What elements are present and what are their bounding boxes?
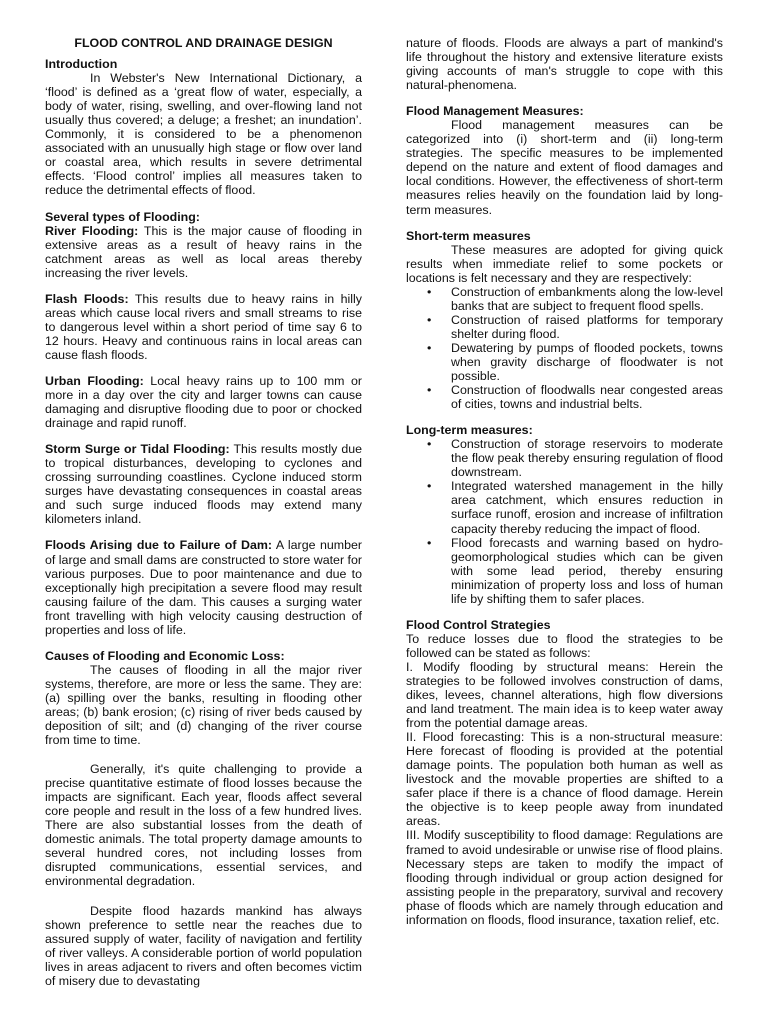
storm-surge-label: Storm Surge or Tidal Flooding: [45, 442, 230, 457]
list-item: • Integrated watershed management in the hilly area catchment, which ensures reduction in surface runoff, erosion and increase of infiltration capacity thereby reducing the impact of flood. [406, 479, 723, 535]
river-flooding-text: This is the major cause of flooding in extensive areas as a result of heavy rains in the catchment areas as well as local areas thereby increasing the river levels. [45, 223, 362, 280]
dam-failure-text: A large number of large and small dams are constructed to store water for various purposes. Due to poor maintenance and due to exceptionally high precipitation a severe flood may result causing failure of the dam. This causes a surging water front travelling with high velocity causing destruction of properties and loss of life. [45, 538, 363, 637]
short-term-list [406, 285, 723, 411]
strategy-two: II. Flood forecasting: This is a non-structural measure: Here forecast of flooding is provided at the potential damage points. The population both human as well as livestock and the movable properties are shifted to a safer place if there is a chance of flood damage. Herein the objective is to keep people away from inundated areas. [406, 730, 723, 829]
introduction-heading: Introduction [45, 57, 118, 72]
left-column [45, 34, 362, 988]
list-item: • Construction of storage reservoirs to moderate the flow peak thereby ensuring regulation of flood downstream. [406, 437, 723, 479]
urban-flooding-label: Urban Flooding: [45, 373, 144, 388]
flash-floods-label: Flash Floods: [45, 291, 129, 306]
list-item: • Construction of embankments along the low-level banks that are subject to frequent flood spells. [406, 285, 723, 313]
short-term-intro: These measures are adopted for giving quick results when immediate relief to some pockets or locations is felt necessary and they are respectively: [406, 242, 723, 285]
dam-failure-label: Floods Arising due to Failure of Dam: [45, 538, 272, 553]
river-flooding-label: River Flooding: [45, 223, 139, 238]
management-paragraph: Flood management measures can be categorized into (i) short-term and (ii) long-term strategies. The specific measures to be implemented depend on the nature and extent of flood damages and local conditions. However, the effectiveness of short-term measures relies heavily on the foundation laid by long-term measures. [406, 118, 723, 217]
management-heading: Flood Management Measures: [406, 104, 584, 119]
right-column [406, 36, 723, 927]
causes-heading: Causes of Flooding and Economic Loss: [45, 648, 285, 663]
urban-flooding-paragraph [45, 374, 362, 430]
long-term-list [406, 437, 723, 606]
storm-surge-text: This results mostly due to tropical disturbances, developing to cyclones and crossing surrounding coastlines. Cyclone induced storm surges have devastating consequences in coastal areas and such surge induced floods may extend many kilometers inland. [45, 442, 363, 527]
list-item: • Construction of floodwalls near congested areas of cities, towns and industrial belts. [406, 383, 723, 411]
dam-failure-paragraph [45, 538, 362, 636]
list-item: • Dewatering by pumps of flooded pockets, towns when gravity discharge of floodwater is not possible. [406, 341, 723, 383]
flooding-types-heading: Several types of Flooding: [45, 209, 200, 224]
list-item: • Construction of raised platforms for temporary shelter during flood. [406, 313, 723, 341]
continued-paragraph: nature of floods. Floods are always a part of mankind's life throughout the history and extensive literature exists giving accounts of man's struggle to cope with this natural-phenomena. [406, 36, 723, 93]
long-term-heading: Long-term measures: [406, 423, 533, 438]
strategies-heading: Flood Control Strategies [406, 617, 551, 632]
flash-floods-paragraph [45, 292, 362, 362]
storm-surge-paragraph [45, 442, 362, 526]
short-term-heading: Short-term measures [406, 228, 531, 243]
urban-flooding-text: Local heavy rains up to 100 mm or more in a day over the city and larger towns can cause damaging and disruptive flooding due to poor or chocked drainage and rapid runoff. [45, 373, 363, 431]
introduction-paragraph: In Webster's New International Dictionary, a ‘flood’ is defined as a ‘great flow of water, especially, a body of water, rising, swelling, and over-flowing land not usually thus covered; a deluge; a freshet; an inundation’. Commonly, it is considered to be a phenomenon associated with an unusually high stage or flow over land or coastal area, which results in severe detrimental effects. ‘Flood control’ implies all measures taken to reduce the detrimental effects of flood. [45, 71, 362, 198]
strategies-intro: To reduce losses due to flood the strategies to be followed can be stated as follows: [406, 631, 723, 660]
settlement-paragraph: Despite flood hazards mankind has always shown preference to settle near the reaches due to assured supply of water, facility of navigation and fertility of river valleys. A considerable portion of world population lives in areas adjacent to rivers and often becomes victim of misery due to devastating [45, 903, 362, 988]
flash-floods-text: This results due to heavy rains in hilly areas which cause local rivers and small streams to rise to dangerous level within a short period of time say 6 to 12 hours. Heavy and continuous rains in local areas can cause flash floods. [45, 291, 362, 362]
losses-paragraph: Generally, it's quite challenging to provide a precise quantitative estimate of flood losses because the impacts are significant. Each year, floods affect several core people and result in the loss of a few hundred lives. There are also substantial losses from the death of domestic animals. The total property damage amounts to several hundred cores, not including losses from disrupted communications, essential services, and environmental degradation. [45, 762, 362, 889]
causes-paragraph: The causes of flooding in all the major river systems, therefore, are more or less the same. They are: (a) spilling over the banks, resulting in flooding other areas; (b) bank erosion; (c) rising of river beds caused by deposition of silt; and (d) changing of the river course from time to time. [45, 662, 362, 748]
strategy-one: I. Modify flooding by structural means: Herein the strategies to be followed involves construction of dams, dikes, levees, channel alterations, high flow diversions and land treatment. The main idea is to keep water away from the potential damage areas. [406, 659, 723, 731]
river-flooding-paragraph [45, 224, 362, 280]
list-item: • Flood forecasts and warning based on hydro-geomorphological studies which can be given with some lead period, thereby ensuring minimization of property loss and loss of human life by shifting them to safer places. [406, 536, 723, 606]
document-title: FLOOD CONTROL AND DRAINAGE DESIGN [74, 36, 333, 50]
strategy-three: III. Modify susceptibility to flood damage: Regulations are framed to avoid undesirable or unwise rise of flood plains. Necessary steps are taken to modify the impact of flooding through individual or group action designed for assisting people in the preparatory, survival and recovery phase of floods which are namely through education and information on floods, flood insurance, taxation relief, etc. [406, 828, 723, 927]
